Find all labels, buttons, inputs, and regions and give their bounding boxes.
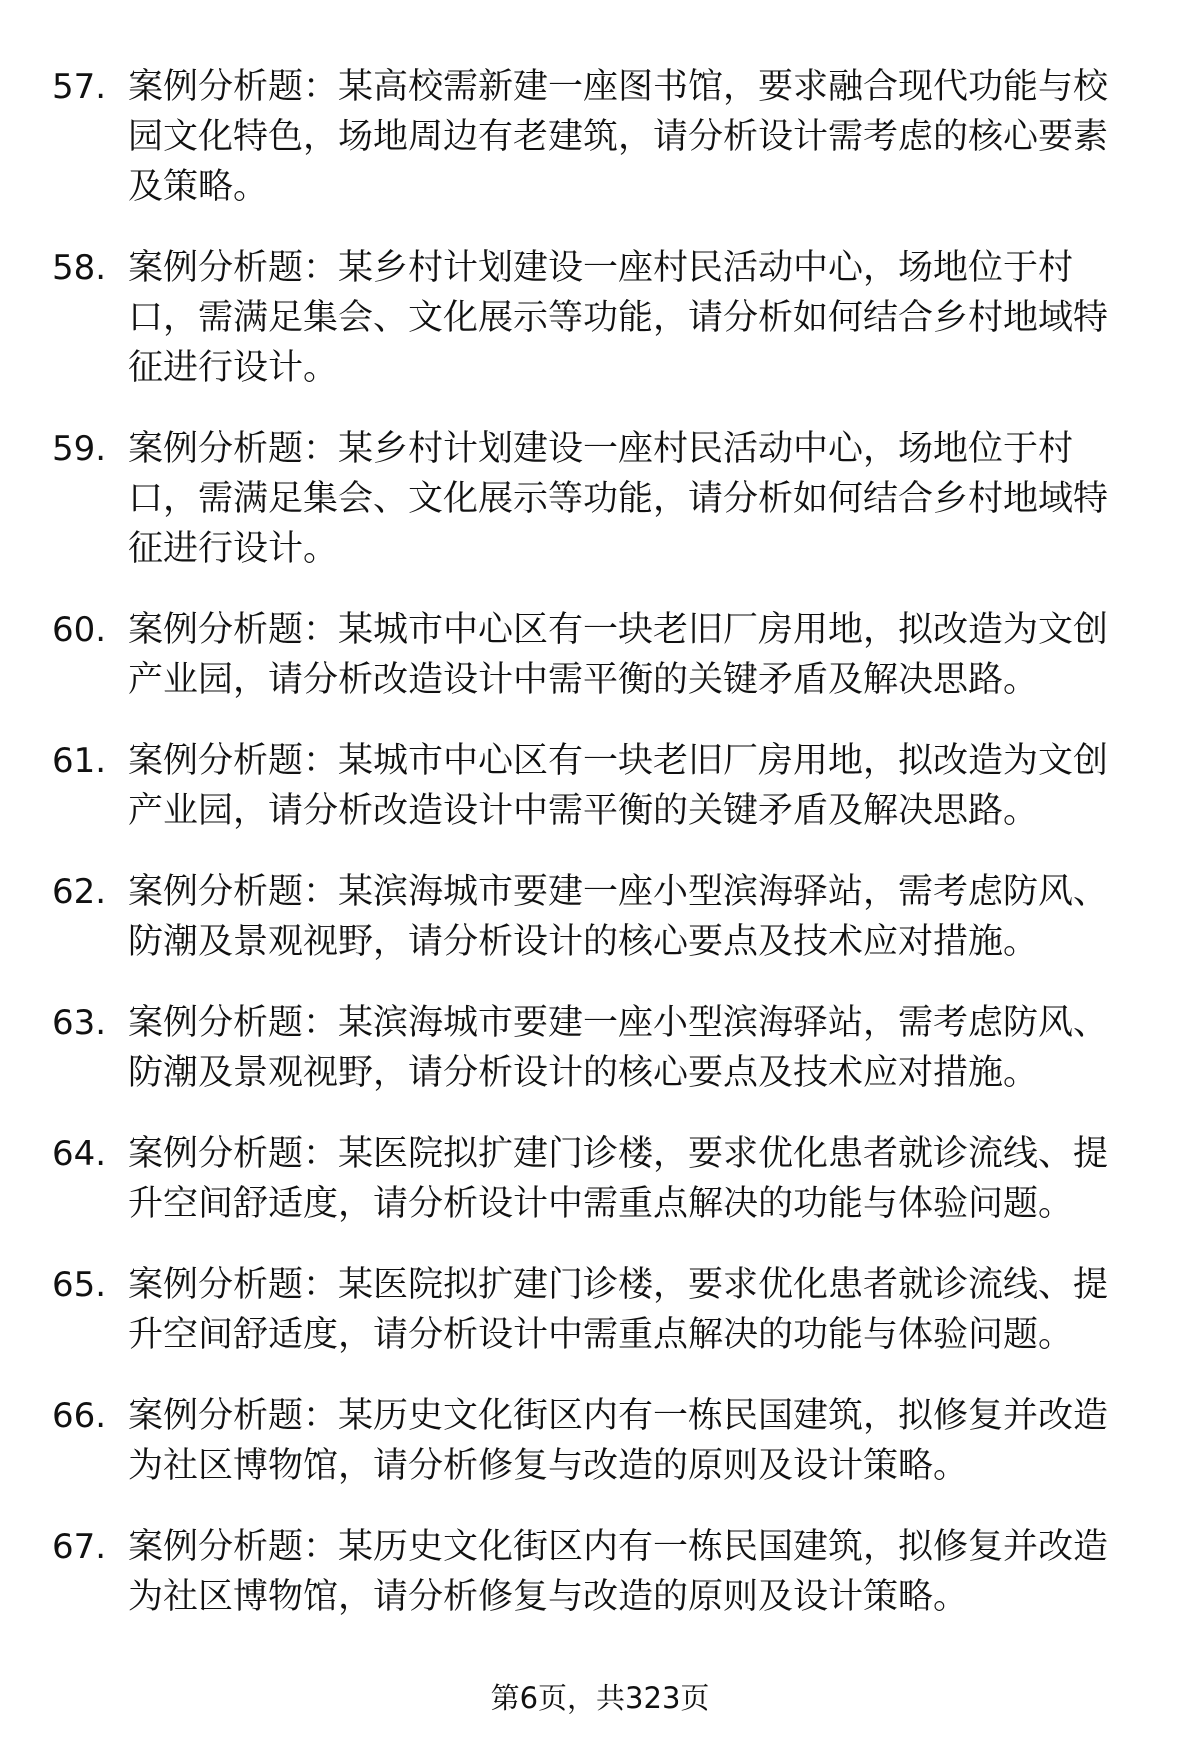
question-text-line: 案例分析题：某医院拟扩建门诊楼，要求优化患者就诊流线、提 — [128, 1134, 1109, 1174]
question-text-line: 及策略。 — [128, 167, 269, 207]
question-text-line: 防潮及景观视野，请分析设计的核心要点及技术应对措施。 — [128, 1053, 1039, 1093]
question-number: 65. — [52, 1265, 107, 1305]
question-text-line: 案例分析题：某城市中心区有一块老旧厂房用地，拟改造为文创 — [128, 741, 1109, 781]
question-number: 66. — [52, 1396, 107, 1436]
question-text — [128, 1260, 1200, 1360]
question-text-line: 口，需满足集会、文化展示等功能，请分析如何结合乡村地域特 — [128, 298, 1109, 338]
question-number: 62. — [52, 872, 107, 912]
question-text — [128, 424, 1200, 574]
question-text-line: 案例分析题：某乡村计划建设一座村民活动中心，场地位于村 — [128, 429, 1074, 469]
question-text — [128, 243, 1200, 393]
question-item — [0, 62, 1200, 212]
question-item — [0, 867, 1200, 967]
question-text — [128, 1129, 1200, 1229]
question-item — [0, 1391, 1200, 1491]
question-item — [0, 243, 1200, 393]
question-text-line: 案例分析题：某历史文化街区内有一栋民国建筑，拟修复并改造 — [128, 1396, 1109, 1436]
question-text-line: 征进行设计。 — [128, 529, 339, 569]
question-text-line: 升空间舒适度，请分析设计中需重点解决的功能与体验问题。 — [128, 1315, 1074, 1355]
question-text-line: 案例分析题：某高校需新建一座图书馆，要求融合现代功能与校 — [128, 67, 1109, 107]
question-text-line: 案例分析题：某城市中心区有一块老旧厂房用地，拟改造为文创 — [128, 610, 1109, 650]
question-text — [128, 1522, 1200, 1622]
question-item — [0, 998, 1200, 1098]
question-text — [128, 998, 1200, 1098]
question-text-line: 案例分析题：某乡村计划建设一座村民活动中心，场地位于村 — [128, 248, 1074, 288]
question-text-line: 为社区博物馆，请分析修复与改造的原则及设计策略。 — [128, 1577, 969, 1617]
question-text — [128, 62, 1200, 212]
question-text-line: 防潮及景观视野，请分析设计的核心要点及技术应对措施。 — [128, 922, 1039, 962]
question-item — [0, 736, 1200, 836]
question-number: 64. — [52, 1134, 107, 1174]
question-text — [128, 605, 1200, 705]
question-text-line: 案例分析题：某历史文化街区内有一栋民国建筑，拟修复并改造 — [128, 1527, 1109, 1567]
question-text — [128, 736, 1200, 836]
question-text-line: 口，需满足集会、文化展示等功能，请分析如何结合乡村地域特 — [128, 479, 1109, 519]
question-text-line: 征进行设计。 — [128, 348, 339, 388]
question-text — [128, 1391, 1200, 1491]
question-text-line: 产业园，请分析改造设计中需平衡的关键矛盾及解决思路。 — [128, 660, 1039, 700]
question-number: 58. — [52, 248, 107, 288]
question-text-line: 产业园，请分析改造设计中需平衡的关键矛盾及解决思路。 — [128, 791, 1039, 831]
question-number: 57. — [52, 67, 107, 107]
question-text-line: 升空间舒适度，请分析设计中需重点解决的功能与体验问题。 — [128, 1184, 1074, 1224]
question-number: 63. — [52, 1003, 107, 1043]
question-number: 60. — [52, 610, 107, 650]
question-item — [0, 1129, 1200, 1229]
question-text — [128, 867, 1200, 967]
question-item — [0, 605, 1200, 705]
question-text-line: 案例分析题：某医院拟扩建门诊楼，要求优化患者就诊流线、提 — [128, 1265, 1109, 1305]
question-item — [0, 1522, 1200, 1622]
question-list — [0, 62, 1200, 1653]
question-number: 61. — [52, 741, 107, 781]
question-text-line: 案例分析题：某滨海城市要建一座小型滨海驿站，需考虑防风、 — [128, 872, 1109, 912]
question-item — [0, 424, 1200, 574]
question-text-line: 为社区博物馆，请分析修复与改造的原则及设计策略。 — [128, 1446, 969, 1486]
question-text-line: 园文化特色，场地周边有老建筑，请分析设计需考虑的核心要素 — [128, 117, 1109, 157]
question-number: 67. — [52, 1527, 107, 1567]
question-text-line: 案例分析题：某滨海城市要建一座小型滨海驿站，需考虑防风、 — [128, 1003, 1109, 1043]
page-number: 第6页，共323页 — [490, 1681, 710, 1715]
question-item — [0, 1260, 1200, 1360]
question-number: 59. — [52, 429, 107, 469]
